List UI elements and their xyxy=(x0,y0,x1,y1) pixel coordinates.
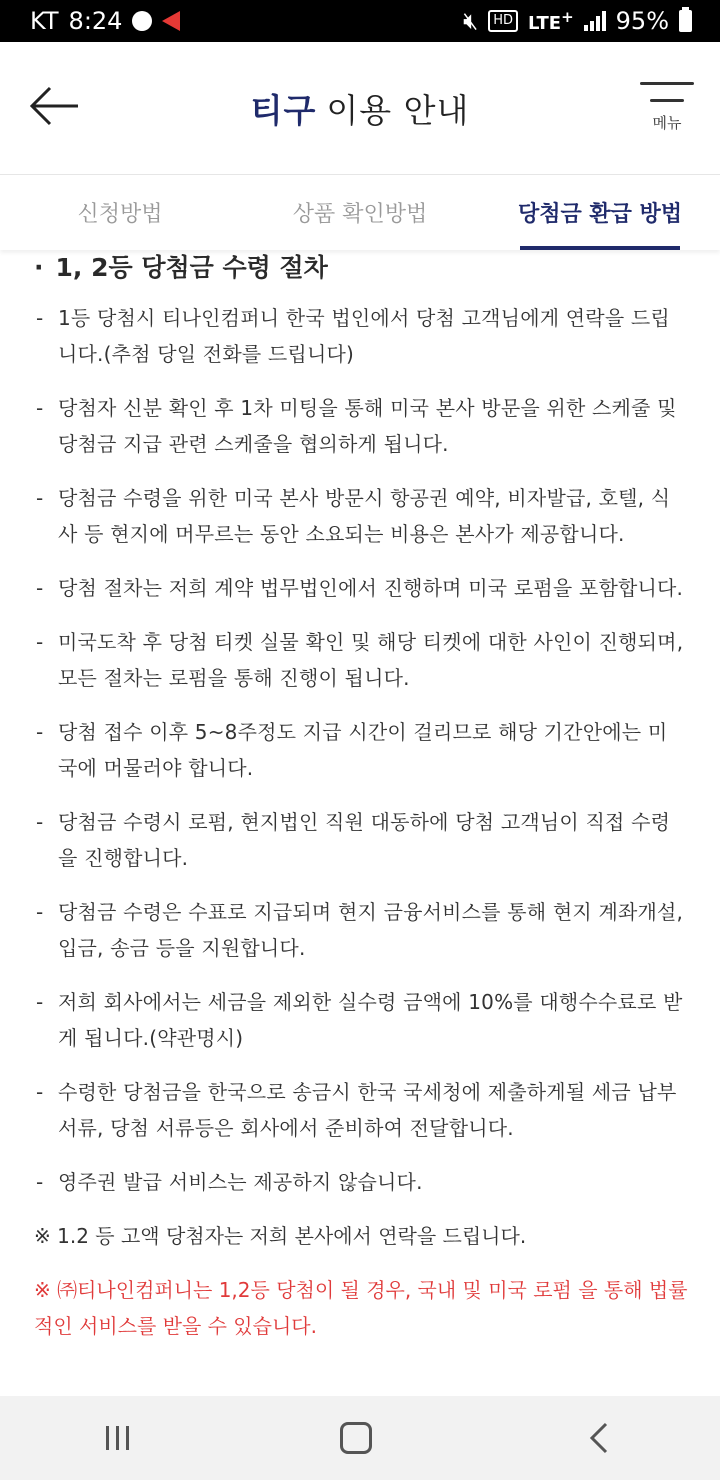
page-title xyxy=(0,42,720,174)
app-header xyxy=(0,42,720,175)
section-title xyxy=(0,250,720,300)
list-item: - 1등 당첨시 티나인컴퍼니 한국 법인에서 당첨 고객님에게 연락을 드립니다.(추첨 당일 전화를 드립니다) xyxy=(0,300,720,372)
back-arrow-icon[interactable] xyxy=(26,78,82,134)
status-bar xyxy=(0,0,720,42)
carrier-label: KT xyxy=(30,7,59,35)
status-right xyxy=(463,7,692,35)
recent-apps-icon[interactable] xyxy=(106,1426,129,1450)
megaphone-icon xyxy=(162,11,180,31)
list-item: - 미국도착 후 당첨 티켓 실물 확인 및 해당 티켓에 대한 사인이 진행되며, 모든 절차는 로펌을 통해 진행이 됩니다. xyxy=(0,624,720,696)
network-plus: + xyxy=(561,8,574,26)
note-contact: ※ 1.2 등 고액 당첨자는 저희 본사에서 연락을 드립니다. xyxy=(34,1224,527,1248)
mute-icon: 🔇︎ xyxy=(463,7,479,35)
list-item: - 당첨금 수령시 로펌, 현지법인 직원 대동하에 당첨 고객님이 직접 수령을 진행합니다. xyxy=(0,804,720,876)
note-legal-service: ※ ㈜티나인컴퍼니는 1,2등 당첨이 될 경우, 국내 및 미국 로펌 을 통해 법률적인 서비스를 받을 수 있습니다. xyxy=(34,1278,688,1338)
title-text: 이용 안내 xyxy=(326,90,470,130)
list-item: - 저희 회사에서는 세금을 제외한 실수령 금액에 10%를 대행수수료로 받게 됩니다.(약관명시) xyxy=(0,984,720,1056)
list-item: - 당첨 절차는 저희 계약 법무법인에서 진행하며 미국 로펌을 포함합니다. xyxy=(0,570,720,606)
section-title-text: 1, 2등 당첨금 수령 절차 xyxy=(55,253,328,282)
list-item: - 수령한 당첨금을 한국으로 송금시 한국 국세청에 제출하게될 세금 납부서류, 당첨 서류등은 회사에서 준비하여 전달합니다. xyxy=(0,1074,720,1146)
content-area[interactable] xyxy=(0,250,720,1396)
battery-level: 95% xyxy=(615,7,669,35)
tab-prize-refund[interactable]: 당첨금 환급 방법 xyxy=(480,175,720,250)
section-bullet: · xyxy=(34,253,44,282)
battery-icon xyxy=(679,10,692,32)
list-item: - 당첨자 신분 확인 후 1차 미팅을 통해 미국 본사 방문을 위한 스케줄 및 당첨금 지급 관련 스케줄을 협의하게 됩니다. xyxy=(0,390,720,462)
brand-name: 티구 xyxy=(250,90,317,130)
list-item: - 영주권 발급 서비스는 제공하지 않습니다. xyxy=(0,1164,720,1200)
signal-icon xyxy=(584,11,606,31)
menu-button[interactable] xyxy=(640,82,694,142)
tab-bar xyxy=(0,175,720,250)
home-icon[interactable] xyxy=(340,1422,372,1454)
clock: 8:24 xyxy=(68,7,123,35)
network-label: LTE xyxy=(528,13,562,34)
tab-product-check[interactable]: 상품 확인방법 xyxy=(292,202,428,227)
system-nav-bar xyxy=(0,1396,720,1480)
status-left xyxy=(30,7,180,35)
back-icon[interactable] xyxy=(584,1421,614,1455)
hd-badge: HD xyxy=(488,10,518,32)
network-type xyxy=(528,8,574,34)
tab-application-method[interactable]: 신청방법 xyxy=(77,202,163,227)
menu-label: 메뉴 xyxy=(652,114,682,132)
hamburger-line xyxy=(650,99,684,102)
list-item: - 당첨금 수령은 수표로 지급되며 현지 금융서비스를 통해 현지 계좌개설, 입금, 송금 등을 지원합니다. xyxy=(0,894,720,966)
list-item: - 당첨금 수령을 위한 미국 본사 방문시 항공권 예약, 비자발급, 호텔, 식사 등 현지에 머무르는 동안 소요되는 비용은 본사가 제공합니다. xyxy=(0,480,720,552)
procedure-list xyxy=(0,300,720,1200)
hamburger-line xyxy=(640,82,694,85)
list-item: - 당첨 접수 이후 5~8주정도 지급 시간이 걸리므로 해당 기간안에는 미국에 머물러야 합니다. xyxy=(0,714,720,786)
notification-icon xyxy=(132,11,152,31)
